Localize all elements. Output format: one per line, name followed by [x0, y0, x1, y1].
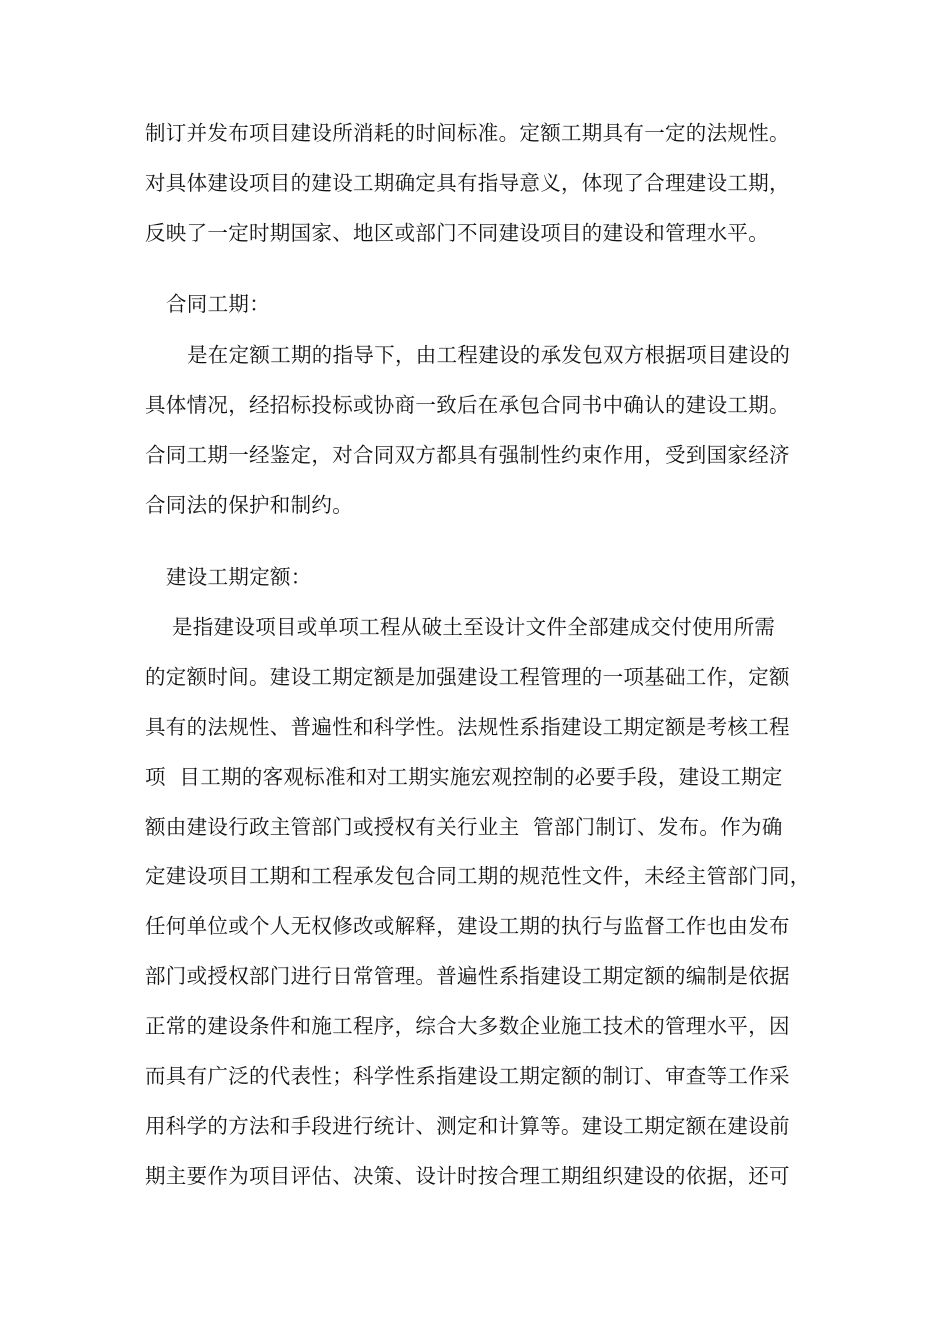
paragraph-3-line-6: 定建设项目工期和工程承发包合同工期的规范性文件，未经主管部门同，: [145, 864, 811, 888]
paragraph-3-line-10: 而具有广泛的代表性；科学性系指建设工期定额的制订、审查等工作采: [145, 1064, 790, 1088]
paragraph-3-line-3: 具有的法规性、普遍性和科学性。法规性系指建设工期定额是考核工程: [145, 715, 790, 739]
paragraph-2-line-1: 是在定额工期的指导下，由工程建设的承发包双方根据项目建设的: [187, 343, 791, 367]
heading-period-quota: 建设工期定额：: [166, 565, 312, 589]
paragraph-3-line-12: 期主要作为项目评估、决策、设计时按合理工期组织建设的依据，还可: [145, 1164, 790, 1188]
paragraph-3-line-11: 用科学的方法和手段进行统计、测定和计算等。建设工期定额在建设前: [145, 1114, 790, 1138]
heading-contract-period: 合同工期：: [166, 292, 270, 316]
paragraph-1-line-1: 制订并发布项目建设所消耗的时间标准。定额工期具有一定的法规性。: [145, 121, 790, 145]
paragraph-2-line-2: 具体情况，经招标投标或协商一致后在承包合同书中确认的建设工期。: [145, 393, 790, 417]
paragraph-3-line-7: 任何单位或个人无权修改或解释，建设工期的执行与监督工作也由发布: [145, 914, 790, 938]
paragraph-2-line-4: 合同法的保护和制约。: [145, 493, 353, 517]
paragraph-2-line-3: 合同工期一经鉴定，对合同双方都具有强制性约束作用，受到国家经济: [145, 443, 790, 467]
paragraph-3-line-5: 额由建设行政主管部门或授权有关行业主 管部门制订、发布。作为确: [145, 815, 783, 839]
paragraph-3-line-4: 项 目工期的客观标准和对工期实施宏观控制的必要手段，建设工期定: [145, 765, 783, 789]
paragraph-1-line-3: 反映了一定时期国家、地区或部门不同建设项目的建设和管理水平。: [145, 221, 769, 245]
paragraph-1-line-2: 对具体建设项目的建设工期确定具有指导意义，体现了合理建设工期，: [145, 171, 790, 195]
paragraph-3-line-1: 是指建设项目或单项工程从破土至设计文件全部建成交付使用所需: [172, 615, 776, 639]
paragraph-3-line-9: 正常的建设条件和施工程序，综合大多数企业施工技术的管理水平，因: [145, 1014, 790, 1038]
paragraph-3-line-8: 部门或授权部门进行日常管理。普遍性系指建设工期定额的编制是依据: [145, 964, 790, 988]
paragraph-3-line-2: 的定额时间。建设工期定额是加强建设工程管理的一项基础工作，定额: [145, 665, 790, 689]
